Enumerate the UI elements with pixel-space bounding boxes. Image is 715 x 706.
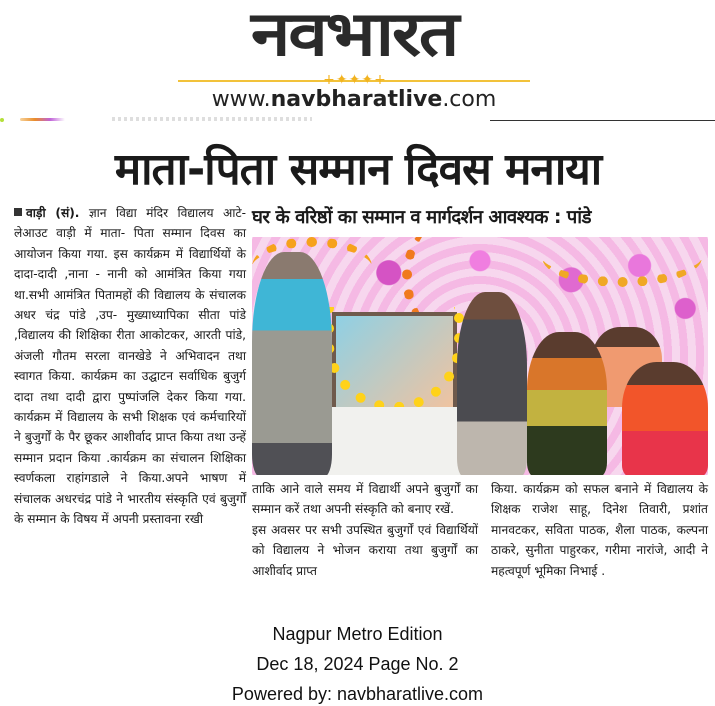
article-text-middle-p1: ताकि आने वाले समय में विद्यार्थी अपने बुजुर्गों का सम्मान करें तथा अपनी संस्कृति को बनाए रखें. xyxy=(252,482,478,517)
article-column-middle xyxy=(252,479,478,581)
masthead xyxy=(0,0,715,118)
divider-line xyxy=(490,120,715,121)
star-ornament-icon: +✦✦✦+ xyxy=(323,72,387,88)
article-column-right: किया. कार्यक्रम को सफल बनाने में विद्यालय के शिक्षक राजेश साहू, दिनेश तिवारी, प्रशांत मानवटकर, सविता पाठक, शैला पाठक, कल्पना ठाकरे, सुनीता पाहुरकर, गरीमा नारांजे, आदी ने महत्वपूर्ण भूमिका निभाई . xyxy=(491,482,708,578)
dateline: वाड़ी (सं). xyxy=(26,206,80,220)
person-man-sunglasses xyxy=(457,292,527,475)
newspaper-logo: नवभारत xyxy=(250,0,458,70)
decorative-swoosh xyxy=(20,118,65,121)
page-separator-strip xyxy=(0,116,715,124)
offering-table xyxy=(307,407,477,475)
article-text-left: ज्ञान विद्या मंदिर विद्यालय आटे- लेआउट वाड़ी में माता- पिता सम्मान दिवस का आयोजन किया गया. इस कार्यक्रम में विद्यार्थियों के दादा-दादी ,नाना - नानी को आमंत्रित किया गया था.सभी आमंत्रित पितामहों की विद्यालय के संचालक अधर चंद्र पांडे ,उप- मुख्याध्यापिका सीता पांडे ,विद्यालय की शिक्षिका रीता आकोटकर, आरती पांडे, अंजली गौतम सरला वानखेडे ने अभिवादन तथा स्वागत किया. कार्यक्रम का उद्घाटन सर्वाधिक बुजुर्ग दादा तथा दादी द्वारा पुष्पांजलि देकर किया गया. कार्यक्रम में विद्यालय के सभी शिक्षक एवं कर्मचारियों ने बुजुर्गों के पैर छूकर आशीर्वाद प्राप्त किया तथा उन्हें सम्मान प्रदान किया .कार्यक्रम का संचालन शिक्षिका स्वर्णकला राहांगडाले ने किया.अपने भाषण में संचालक अधरचंद्र पांडे ने भारतीय संस्कृति एवं बुजुर्गों के सम्मान के विषय में अपनी प्रस्तावना रखी xyxy=(14,206,246,527)
url-prefix: www. xyxy=(211,87,271,112)
dateline-bullet-icon xyxy=(14,208,22,216)
article-text-middle-p2: इस अवसर पर सभी उपस्थित बुजुर्गों एवं विद्यार्थियों को विद्यालय ने भोजन कराया तथा बुजुर्गों का आशीर्वाद प्राप्त xyxy=(252,522,478,578)
article-photo xyxy=(252,237,708,475)
powered-by-link[interactable]: Powered by: navbharatlive.com xyxy=(231,684,484,704)
decorative-dot xyxy=(0,118,4,122)
url-brand: navbharatlive xyxy=(270,87,443,112)
article-headline: माता-पिता सम्मान दिवस मनाया xyxy=(114,144,602,195)
person-elder-man xyxy=(252,252,332,475)
url-suffix: .com xyxy=(442,87,497,112)
person-elder-woman xyxy=(622,362,708,475)
article-column-left xyxy=(14,203,246,530)
date-page-label: Dec 18, 2024 Page No. 2 xyxy=(256,654,459,674)
website-url[interactable] xyxy=(178,86,530,114)
article-subheadline: घर के वरिष्ठों का सम्मान व मार्गदर्शन आवश्यक : पांडे xyxy=(252,207,591,228)
edition-label: Nagpur Metro Edition xyxy=(272,624,443,644)
person-woman-saree xyxy=(527,332,607,475)
faded-text-remnant xyxy=(112,117,312,121)
